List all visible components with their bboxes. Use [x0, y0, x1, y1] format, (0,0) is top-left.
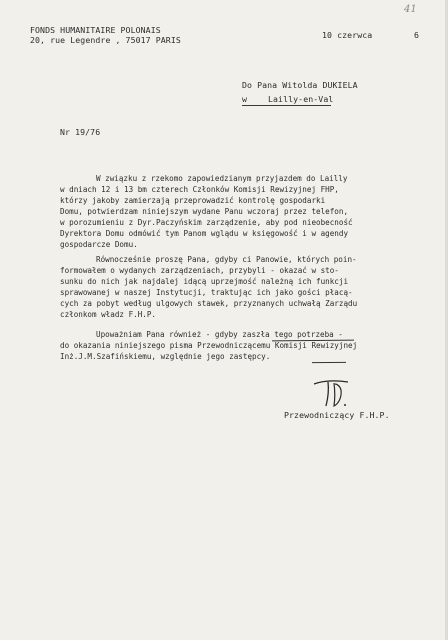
handwritten-underline [312, 362, 346, 363]
sender-address: 20, rue Legendre , 75017 PARIS [30, 35, 181, 45]
pencil-archive-number: 41 [404, 4, 417, 15]
text-line: cych za pobyt według ulgowych stawek, przyznanych uchwałą Zarządu [60, 299, 358, 308]
text-line: formowałem o wydanych zarządzeniach, przybyli - okazać w sto- [60, 266, 339, 275]
recipient-place: Lailly-en-Val [268, 94, 334, 104]
page-number: 6 [414, 30, 420, 40]
text-line: Domu, potwierdzam niniejszym wydane Panu wczoraj przez telefon, [60, 207, 349, 216]
text-line: Dyrektora Domu odmówić tym Panom wglądu w księgowość i w agendy [60, 229, 349, 238]
sender-name: FONDS HUMANITAIRE POLONAIS [30, 25, 161, 35]
text-line: Upoważniam Pana również - gdyby zaszła tego potrzeba - [96, 330, 343, 339]
text-line: do okazania niniejszego pisma Przewodniczącemu Komisji Rewizyjnej [60, 341, 358, 350]
text-line: W związku z rzekomo zapowiedzianym przyjazdem do Lailly [96, 174, 348, 183]
reference-number: Nr 19/76 [60, 127, 101, 137]
recipient-name: Do Pana Witolda DUKIELA [242, 80, 358, 90]
text-line: sprawowanej w naszej Instytucji, traktując ich jako gości płacą- [60, 288, 353, 297]
text-line: sunku do nich jak najdalej idącą uprzejmość należną ich funkcji [60, 277, 349, 286]
text-line: członkom władz F.H.P. [60, 310, 157, 319]
letter-date: 10 czerwca [322, 30, 373, 40]
text-line: w porozumieniu z Dyr.Paczyńskim zarządzenie, aby pod nieobecność [60, 218, 353, 227]
text-line: Równocześnie proszę Pana, gdyby ci Panowie, których poin- [96, 255, 357, 264]
signature-title: Przewodniczący F.H.P. [284, 410, 390, 420]
handwritten-signature [308, 376, 356, 410]
recipient-underline [242, 105, 331, 106]
text-line: Inż.J.M.Szafińskiemu, względnie jego zastępcy. [60, 352, 271, 361]
text-line: gospodarcze Domu. [60, 240, 138, 249]
text-line: którzy jakoby zamierzają przeprowadzić kontrolę gospodarki [60, 196, 326, 205]
recipient-prefix: w [242, 94, 248, 104]
text-line: w dniach 12 i 13 bm czterech Członków Komisji Rewizyjnej FHP, [60, 185, 339, 194]
